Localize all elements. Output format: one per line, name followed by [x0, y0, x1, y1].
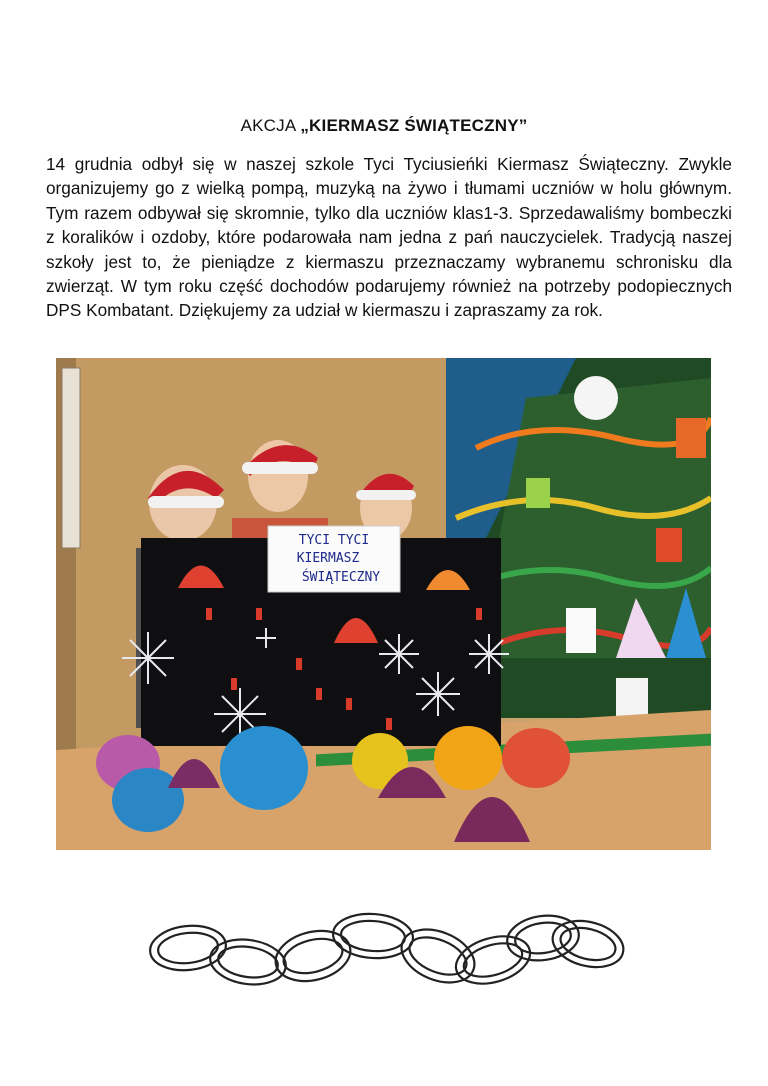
sign-line-1: TYCI TYCI — [298, 533, 370, 548]
article-body — [46, 152, 732, 323]
page-title — [0, 116, 768, 136]
sign-line-3: ŚWIĄTECZNY — [301, 570, 381, 585]
article-paragraph: 14 grudnia odbył się w naszej szkole Tyci Tyciusieńki Kiermasz Świąteczny. Zwykle organizujemy go z wielką pompą, muzyką na żywo i tłumami uczniów w holu głównym. Tym razem odbywał się skromnie, tylko dla uczniów klas1-3. Sprzedawaliśmy bombeczki z koralików i ozdoby, które podarowała nam jedna z pań nauczycielek. Tradycją naszej szkoły jest to, że pieniądze z kiermaszu przeznaczamy wybranemu schronisku dla zwierząt. W tym roku część dochodów podarujemy również na potrzeby podopiecznych DPS Kombatant. Dziękujemy za udział w kiermaszu i zapraszamy za rok. — [46, 154, 732, 321]
title-prefix: AKCJA — [240, 116, 301, 135]
fair-photo — [56, 358, 711, 850]
title-emphasis: „KIERMASZ ŚWIĄTECZNY” — [300, 116, 528, 135]
sign-line-2: KIERMASZ — [296, 551, 360, 566]
paper-chain-icon — [148, 900, 628, 1010]
